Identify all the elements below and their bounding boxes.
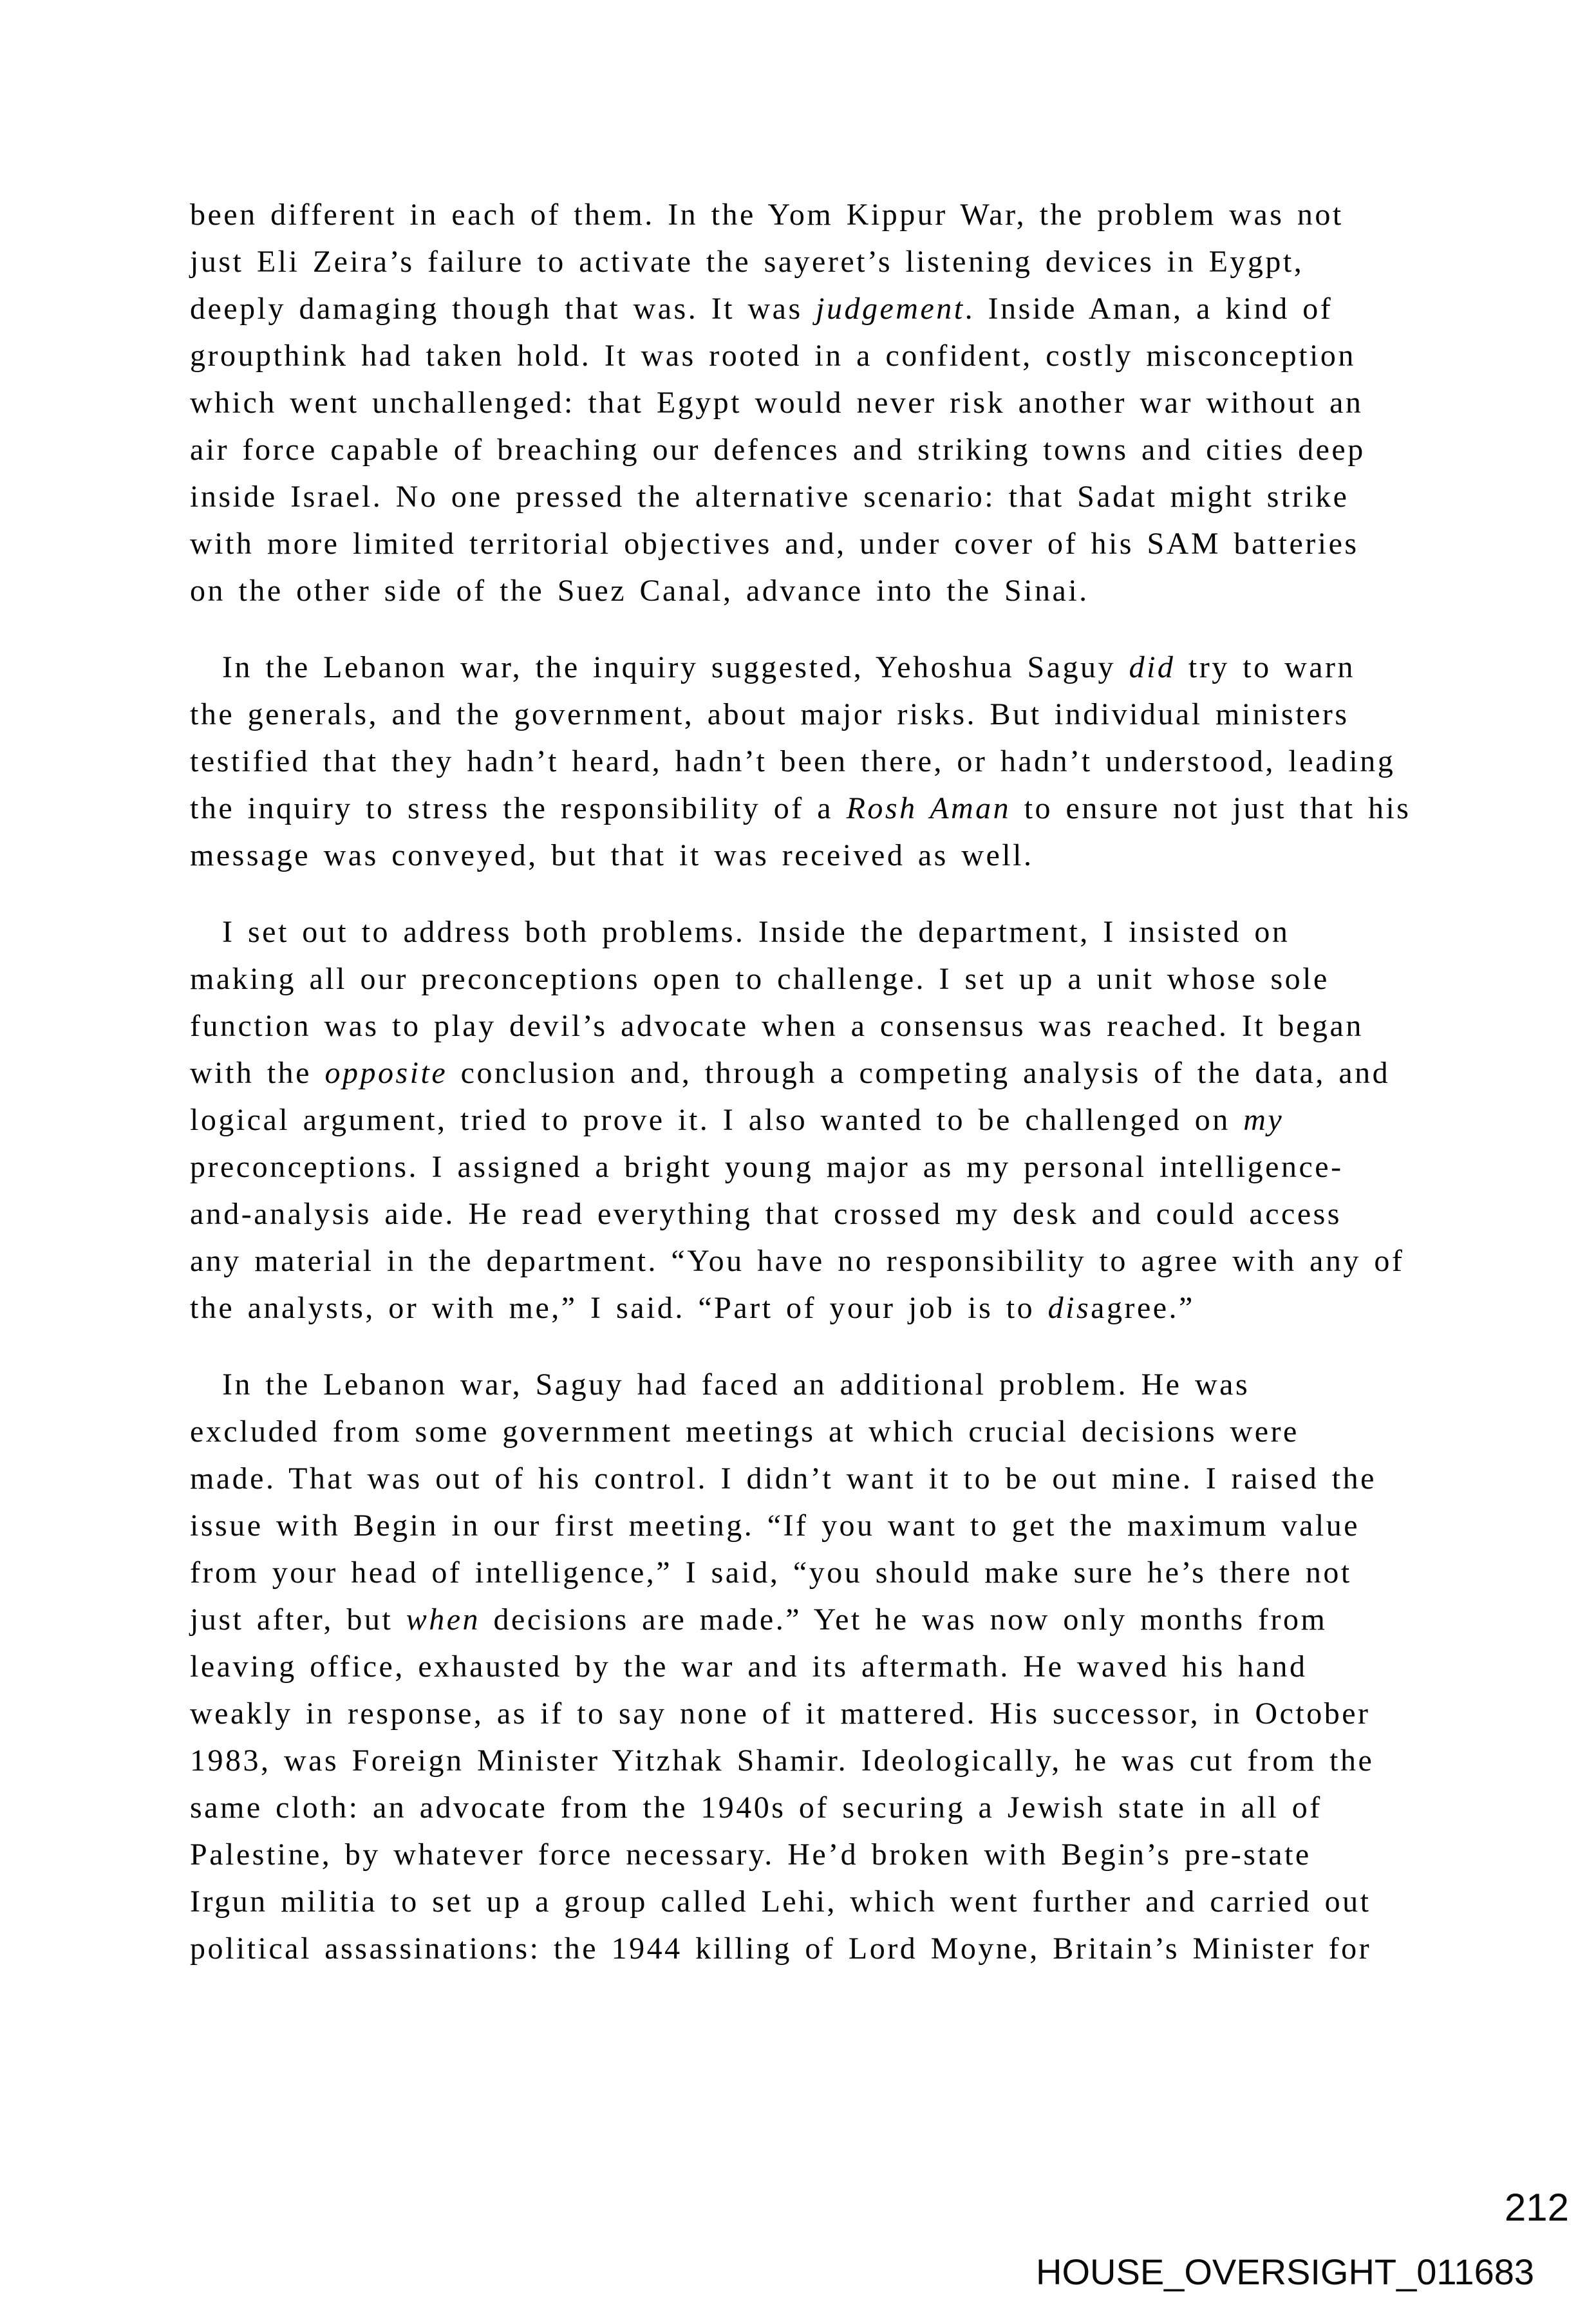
text-line: been different in each of them. In the Yom Kippur War, the problem was not: [190, 198, 1344, 232]
bates-stamp: HOUSE_OVERSIGHT_011683: [1036, 2251, 1534, 2292]
text-line: which went unchallenged: that Egypt would never risk another war without an: [190, 386, 1364, 420]
text-line: the generals, and the government, about major risks. But individual ministers: [190, 697, 1349, 731]
text-line: Irgun militia to set up a group called Lehi, which went further and carried out: [190, 1885, 1371, 1919]
page-body: [190, 191, 1439, 1972]
text-line: from your head of intelligence,” I said, “you should make sure he’s there not: [190, 1556, 1352, 1590]
text-line: weakly in response, as if to say none of it mattered. His successor, in October: [190, 1697, 1371, 1731]
text-line: just after, but when decisions are made.” Yet he was now only months from: [190, 1603, 1328, 1637]
paragraph: [190, 644, 1439, 879]
text-line: In the Lebanon war, Saguy had faced an additional problem. He was: [222, 1368, 1250, 1402]
text-line: made. That was out of his control. I didn’t want it to be out mine. I raised the: [190, 1462, 1376, 1496]
text-line: on the other side of the Suez Canal, advance into the Sinai.: [190, 574, 1089, 608]
text-line: with the opposite conclusion and, through a competing analysis of the data, and: [190, 1056, 1391, 1090]
text-line: groupthink had taken hold. It was rooted in a confident, costly misconception: [190, 339, 1356, 373]
text-line: same cloth: an advocate from the 1940s of securing a Jewish state in all of: [190, 1791, 1322, 1825]
text-line: the analysts, or with me,” I said. “Part of your job is to disagree.”: [190, 1291, 1195, 1325]
text-line: deeply damaging though that was. It was judgement. Inside Aman, a kind of: [190, 292, 1333, 326]
text-line: In the Lebanon war, the inquiry suggested, Yehoshua Saguy did try to warn: [222, 650, 1356, 684]
text-line: the inquiry to stress the responsibility of a Rosh Aman to ensure not just that his: [190, 791, 1411, 825]
text-line: logical argument, tried to prove it. I also wanted to be challenged on my: [190, 1103, 1284, 1137]
text-line: testified that they hadn’t heard, hadn’t been there, or hadn’t understood, leading: [190, 744, 1396, 778]
text-line: leaving office, exhausted by the war and its aftermath. He waved his hand: [190, 1650, 1308, 1684]
text-line: any material in the department. “You have no responsibility to agree with any of: [190, 1244, 1405, 1278]
text-line: with more limited territorial objectives and, under cover of his SAM batteries: [190, 527, 1359, 561]
text-line: just Eli Zeira’s failure to activate the sayeret’s listening devices in Eygpt,: [190, 245, 1304, 279]
text-line: inside Israel. No one pressed the alternative scenario: that Sadat might strike: [190, 480, 1349, 514]
text-line: political assassinations: the 1944 killing of Lord Moyne, Britain’s Minister for: [190, 1932, 1372, 1966]
paragraph: [190, 908, 1439, 1331]
text-line: and-analysis aide. He read everything that crossed my desk and could access: [190, 1197, 1342, 1231]
text-line: 1983, was Foreign Minister Yitzhak Shamir. Ideologically, he was cut from the: [190, 1744, 1375, 1778]
paragraph: [190, 1361, 1439, 1972]
text-line: preconceptions. I assigned a bright young major as my personal intelligence-: [190, 1150, 1344, 1184]
text-line: message was conveyed, but that it was received as well.: [190, 838, 1034, 872]
text-line: excluded from some government meetings at which crucial decisions were: [190, 1415, 1299, 1449]
text-line: I set out to address both problems. Inside the department, I insisted on: [222, 915, 1290, 949]
text-line: air force capable of breaching our defences and striking towns and cities deep: [190, 433, 1366, 467]
text-line: Palestine, by whatever force necessary. He’d broken with Begin’s pre-state: [190, 1838, 1311, 1872]
text-line: issue with Begin in our first meeting. “If you want to get the maximum value: [190, 1509, 1360, 1543]
paragraph: [190, 191, 1439, 614]
text-line: function was to play devil’s advocate when a consensus was reached. It began: [190, 1009, 1364, 1043]
text-line: making all our preconceptions open to challenge. I set up a unit whose sole: [190, 962, 1329, 996]
page-number: 212: [1504, 2186, 1569, 2229]
